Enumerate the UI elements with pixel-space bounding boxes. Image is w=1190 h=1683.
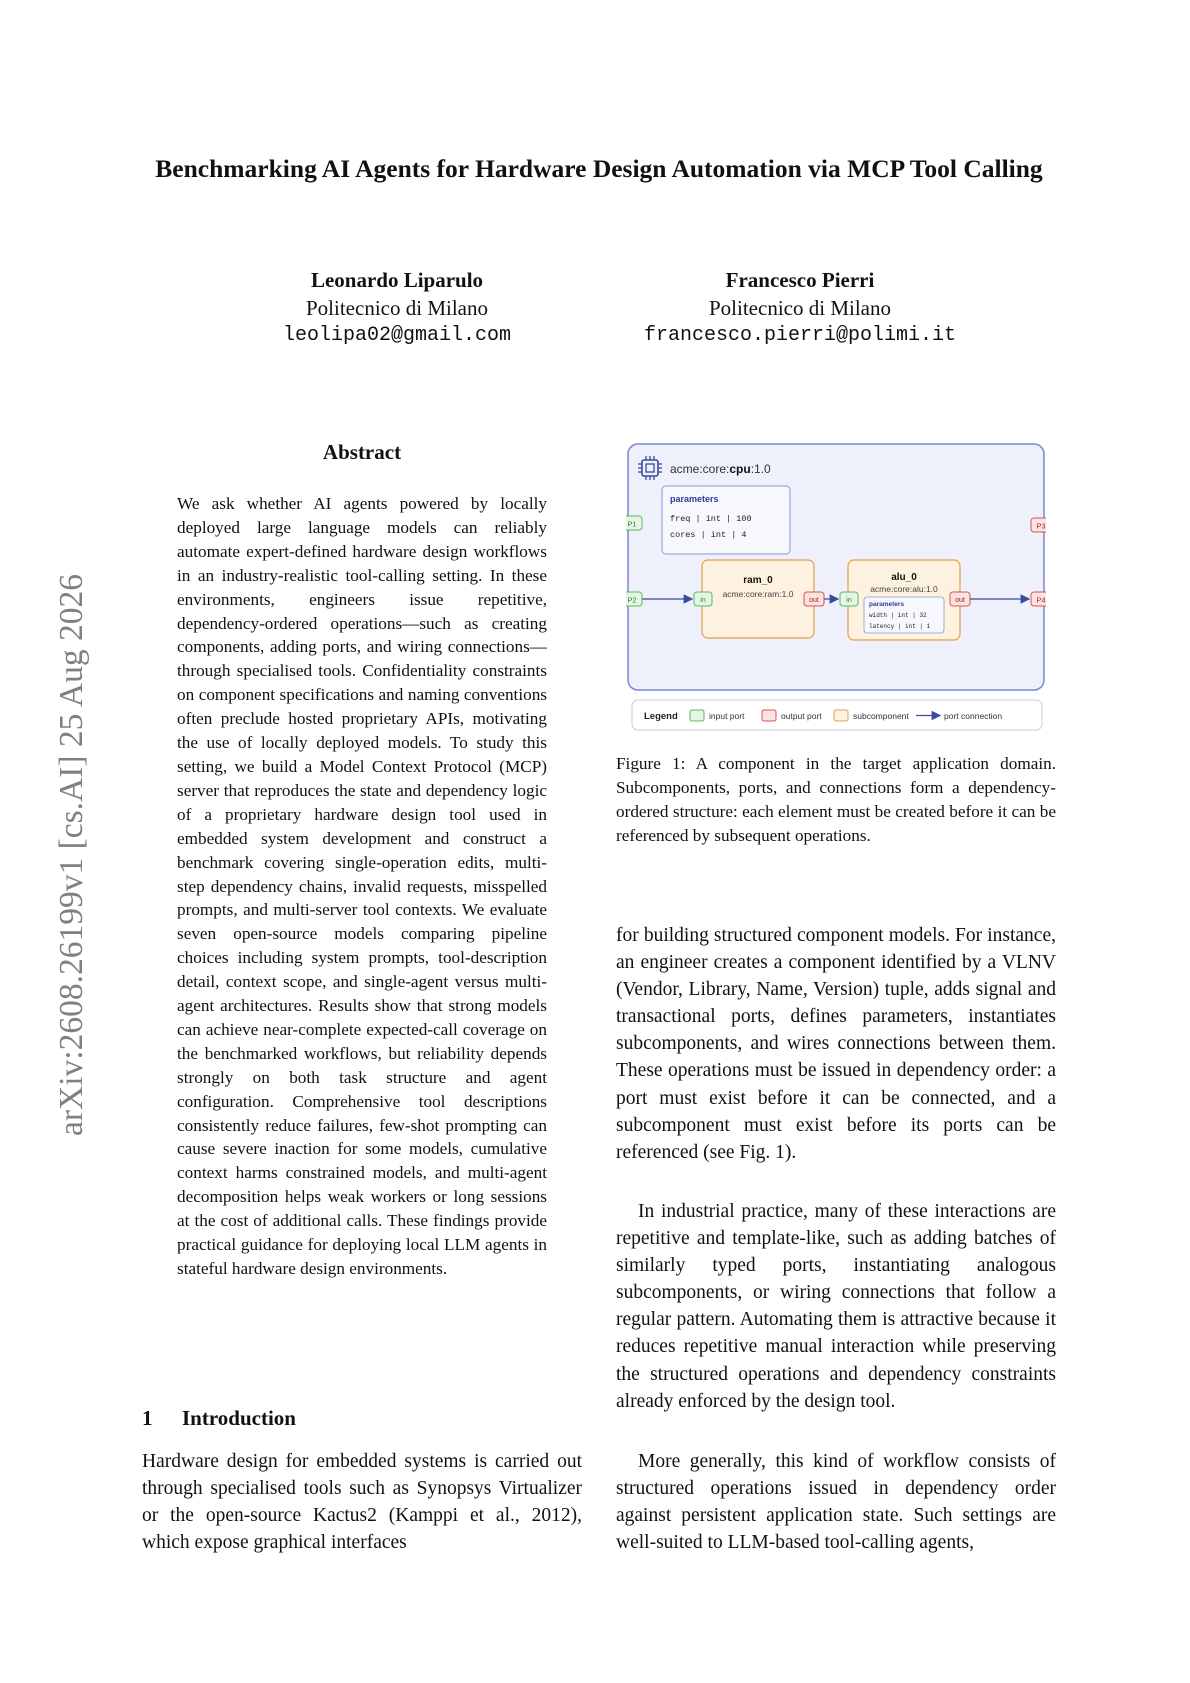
author-affiliation: Politecnico di Milano: [709, 296, 891, 320]
subcomponent-alu: [848, 560, 960, 640]
svg-text:Legend: Legend: [644, 711, 678, 722]
intro-paragraph-1: Hardware design for embedded systems is carried out through specialised tools such as Synopsys Virtualizer or the open-source Kactus2 (Kamppi et al., 2012), which expose graphical interfaces: [142, 1451, 582, 1554]
section-heading: [142, 1406, 296, 1431]
ram-output-port: [804, 592, 824, 606]
svg-text:P2: P2: [627, 595, 637, 605]
component-container: [628, 444, 1044, 690]
subcomponent-name: alu_0: [891, 572, 917, 583]
abstract-text: We ask whether AI agents powered by locally deployed large language models can reliably automate expert-defined hardware design workflows in an industry-realistic tool-calling setting. In these environments, engineers issue repetitive, dependency-ordered operations—such as creating components, adding ports, and wiring connections—through specialised tools. Confidentiality constraints on component specifications and naming conventions often preclude hosted proprietary APIs, motivating the use of locally deployed models. To study this setting, we build a Model Context Protocol (MCP) server that reproduces the state and dependency logic of a proprietary hardware design tool used in embedded system development and construct a benchmark covering single-operation edits, multi-step dependency chains, invalid requests, misspelled prompts, and multi-server tool contexts. We evaluate seven open-source models comparing pipeline choices including system prompts, tool-description detail, context scope, and single-agent versus multi-agent architectures. Results show that strong models can achieve near-complete expected-call coverage on the benchmarked workflows, but reliability depends strongly on both task structure and agent configuration. Comprehensive tool descriptions consistently reduce failures, few-shot prompting can cause severe inaction for some models, cumulative context harms constrained models, and multi-agent decomposition helps weak workers or long sessions at the cost of additional calls. These findings provide practical guidance for deploying local LLM agents in stateful hardware design environments.: [177, 494, 547, 1278]
ram-input-port: [694, 592, 712, 606]
svg-text:subcomponent: subcomponent: [853, 711, 909, 721]
arxiv-identifier: [43, 510, 101, 1200]
subcomponent-ram: [702, 560, 814, 638]
paper-title: Benchmarking AI Agents for Hardware Design Automation via MCP Tool Calling: [155, 154, 1043, 183]
svg-text:P4: P4: [1036, 595, 1046, 605]
svg-text:out: out: [809, 597, 819, 604]
component-diagram: [626, 442, 1046, 738]
parameter-row: freq | int | 100: [670, 514, 752, 524]
intro-paragraph-3: More generally, this kind of workflow consists of structured operations issued in dependency order against persistent application state. Such settings are well-suited to LLM-based tool-calling agents,: [616, 1451, 1056, 1554]
svg-text:latency | int | 1: latency | int | 1: [869, 623, 931, 630]
svg-text:port connection: port connection: [944, 711, 1003, 721]
author-email: leolipa02@gmail.com: [282, 324, 512, 347]
subcomponent-vlnv: acme:core:alu:1.0: [870, 584, 938, 594]
input-port-p1: [626, 516, 642, 530]
component-vlnv: acme:core:cpu:1.0: [670, 462, 771, 476]
figure-1: [626, 442, 1046, 738]
author-name: Francesco Pierri: [725, 268, 875, 292]
author-block-1: [232, 266, 562, 350]
subcomponent-vlnv: acme:core:ram:1.0: [722, 589, 794, 599]
alu-input-port: [840, 592, 858, 606]
alu-output-port: [950, 592, 970, 606]
svg-text:output port: output port: [781, 711, 822, 721]
arxiv-identifier-text: arXiv:2608.26199v1 [cs.AI] 25 Aug 2026: [53, 574, 90, 1136]
section-title: Introduction: [182, 1406, 296, 1430]
svg-text:input port: input port: [709, 711, 745, 721]
figure-caption: Figure 1: A component in the target application domain. Subcomponents, ports, and connections form a dependency-ordered structure: each element must be created before it can be referenced by subsequent operations.: [616, 754, 1056, 845]
svg-text:out: out: [955, 597, 965, 604]
section-number: 1: [142, 1406, 153, 1430]
svg-text:width | int | 32: width | int | 32: [869, 612, 927, 619]
svg-text:in: in: [700, 597, 706, 604]
author-affiliation: Politecnico di Milano: [306, 296, 488, 320]
parameters-title: parameters: [670, 494, 719, 504]
author-email: francesco.pierri@polimi.it: [643, 324, 957, 347]
intro-paragraph-2: In industrial practice, many of these interactions are repetitive and template-like, such as adding batches of similarly typed ports, instantiating analogous subcomponents, or wiring connections that follow a regular pattern. Automating them is attractive because it reduces repetitive manual interaction while preserving the structured operations and dependency constraints already enforced by the design tool.: [616, 1201, 1056, 1412]
svg-text:P1: P1: [627, 519, 637, 529]
svg-text:parameters: parameters: [869, 601, 905, 608]
parameter-row: cores | int | 4: [670, 530, 747, 540]
output-port-p3: [1031, 518, 1046, 532]
abstract-heading: Abstract: [322, 440, 402, 464]
svg-text:P3: P3: [1036, 521, 1046, 531]
author-block-2: [590, 266, 1010, 350]
intro-paragraph-1-continued: for building structured component models. For instance, an engineer creates a component identified by a VLNV (Vendor, Library, Name, Version) tuple, adds signal and transactional ports, defines parameters, instantiates subcomponents, and wires connections between them. These operations must be issued in dependency order: a port must exist before it can be connected, and a subcomponent must exist before its ports can be referenced (see Fig. 1).: [616, 925, 1056, 1163]
output-port-p4: [1031, 592, 1046, 606]
figure-legend: [632, 700, 1042, 730]
author-name: Leonardo Liparulo: [310, 268, 484, 292]
svg-text:in: in: [846, 597, 852, 604]
input-port-p2: [626, 592, 642, 606]
subcomponent-name: ram_0: [743, 575, 773, 586]
